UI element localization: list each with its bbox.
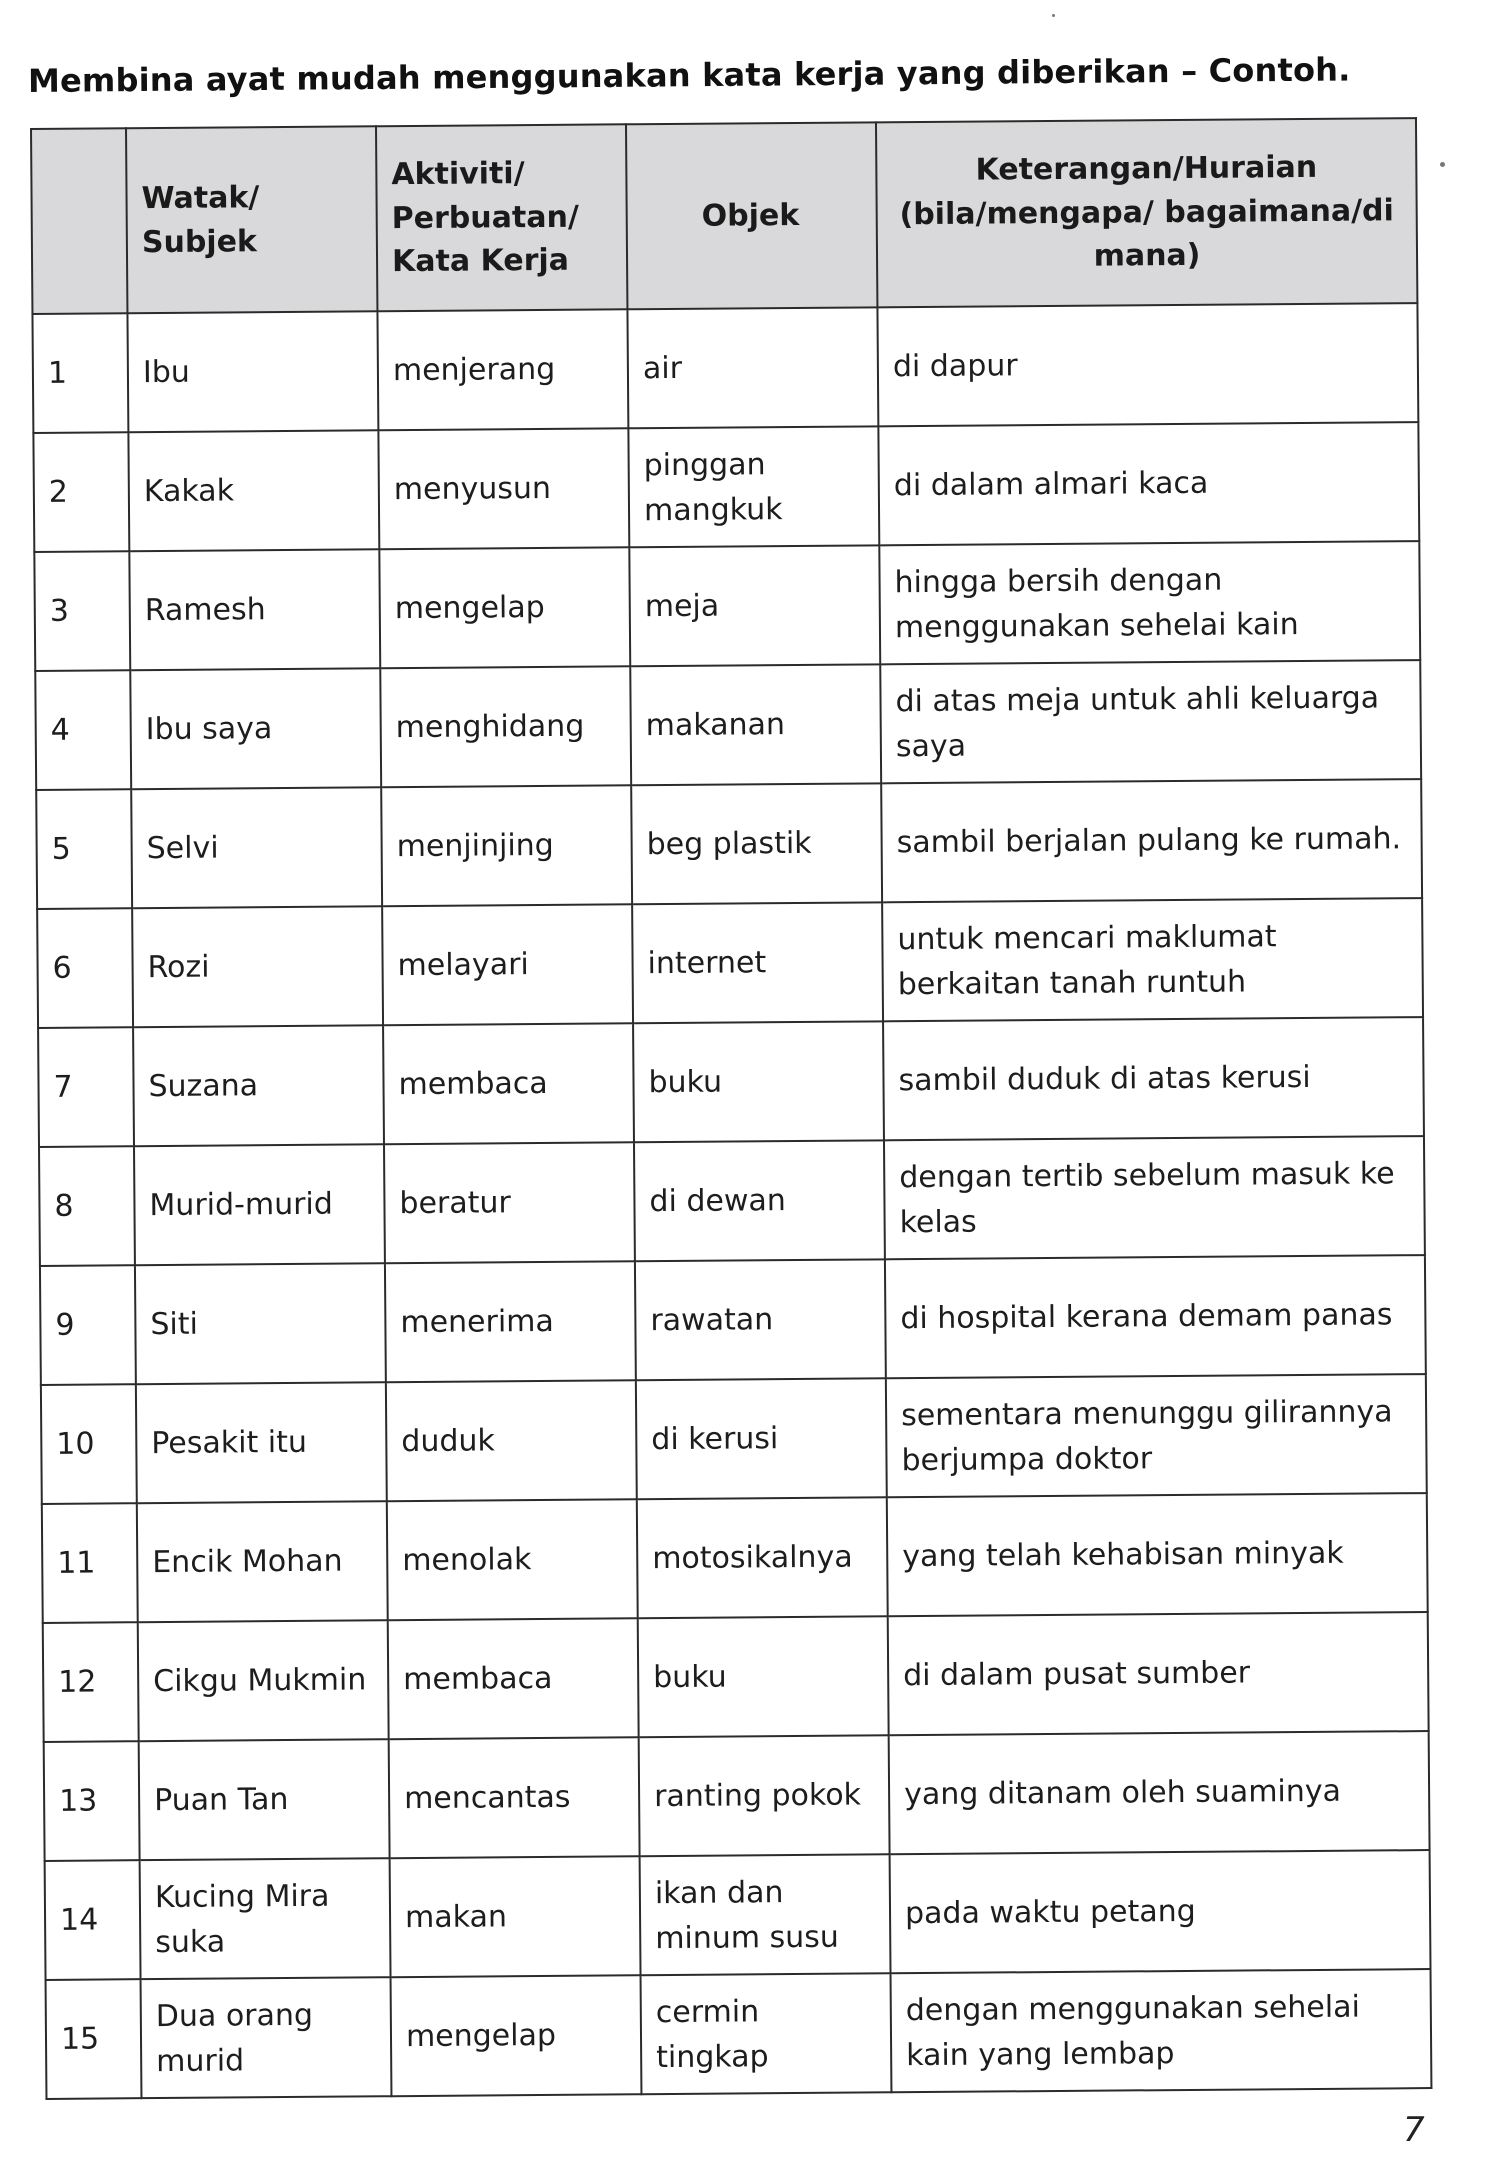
table-row — [45, 1850, 1431, 1980]
cell-object: ranting pokok — [639, 1735, 890, 1856]
cell-subject: Siti — [135, 1263, 386, 1384]
table-row — [34, 541, 1420, 671]
cell-activity: menolak — [387, 1499, 638, 1620]
cell-subject: Encik Mohan — [137, 1501, 388, 1622]
table-row — [32, 303, 1418, 433]
cell-number: 15 — [46, 1979, 142, 2099]
cell-subject: Rozi — [132, 906, 383, 1027]
table-header-row — [31, 118, 1417, 314]
cell-object: rawatan — [635, 1259, 886, 1380]
cell-object: pinggan mangkuk — [628, 426, 879, 547]
cell-description: sementara menunggu gilirannya berjumpa doktor — [886, 1374, 1427, 1497]
cell-subject: Kucing Mira suka — [140, 1858, 391, 1979]
cell-number: 4 — [35, 670, 131, 790]
cell-description: di hospital kerana demam panas — [885, 1255, 1426, 1378]
cell-subject: Ibu — [127, 311, 378, 432]
cell-number: 14 — [45, 1860, 141, 1980]
cell-description: di dalam pusat sumber — [888, 1612, 1429, 1735]
cell-subject: Murid-murid — [134, 1144, 385, 1265]
cell-subject: Selvi — [131, 787, 382, 908]
cell-subject: Pesakit itu — [136, 1382, 387, 1503]
cell-activity: menjerang — [377, 309, 628, 430]
cell-number: 2 — [33, 432, 129, 552]
cell-subject: Puan Tan — [139, 1739, 390, 1860]
table-row — [44, 1731, 1430, 1861]
cell-object: di dewan — [634, 1140, 885, 1261]
cell-number: 3 — [34, 551, 130, 671]
cell-number: 7 — [38, 1027, 134, 1147]
cell-object: meja — [629, 545, 880, 666]
table-row — [36, 779, 1422, 909]
table-row — [37, 898, 1423, 1028]
cell-activity: makan — [390, 1856, 641, 1977]
cell-subject: Dua orang murid — [141, 1977, 392, 2098]
cell-activity: beratur — [384, 1142, 635, 1263]
cell-subject: Ibu saya — [130, 668, 381, 789]
cell-activity: melayari — [382, 904, 633, 1025]
cell-subject: Kakak — [128, 430, 379, 551]
cell-object: air — [627, 307, 878, 428]
cell-object: motosikalnya — [637, 1497, 888, 1618]
cell-description: dengan tertib sebelum masuk ke kelas — [884, 1136, 1425, 1259]
cell-activity: menjinjing — [381, 785, 632, 906]
cell-description: di dalam almari kaca — [878, 422, 1419, 545]
table-row — [42, 1493, 1428, 1623]
cell-number: 8 — [39, 1146, 135, 1266]
table-row — [35, 660, 1421, 790]
cell-subject: Ramesh — [129, 549, 380, 670]
cell-number: 6 — [37, 908, 133, 1028]
cell-description: untuk mencari maklumat berkaitan tanah runtuh — [882, 898, 1423, 1021]
cell-number: 1 — [32, 313, 128, 433]
cell-number: 13 — [44, 1741, 140, 1861]
cell-object: buku — [633, 1021, 884, 1142]
cell-number: 9 — [40, 1265, 136, 1385]
header-activity: Aktiviti/ Perbuatan/ Kata Kerja — [376, 124, 627, 311]
cell-description: hingga bersih dengan menggunakan sehelai kain — [879, 541, 1420, 664]
cell-activity: mengelap — [391, 1975, 642, 2096]
cell-description: di dapur — [877, 303, 1418, 426]
cell-object: ikan dan minum susu — [640, 1854, 891, 1975]
table-row — [41, 1374, 1427, 1504]
cell-description: dengan menggunakan sehelai kain yang lembap — [891, 1969, 1432, 2092]
cell-number: 5 — [36, 789, 132, 909]
cell-number: 12 — [43, 1622, 139, 1742]
table-row — [40, 1255, 1426, 1385]
cell-subject: Suzana — [133, 1025, 384, 1146]
header-description: Keterangan/Huraian (bila/mengapa/ bagaimana/di mana) — [876, 118, 1417, 307]
cell-description: pada waktu petang — [890, 1850, 1431, 1973]
cell-activity: menyusun — [378, 428, 629, 549]
cell-object: makanan — [630, 664, 881, 785]
scan-speck — [1052, 14, 1055, 17]
cell-activity: menghidang — [380, 666, 631, 787]
table-row — [33, 422, 1419, 552]
cell-activity: membaca — [388, 1618, 639, 1739]
table-row — [38, 1017, 1424, 1147]
cell-subject: Cikgu Mukmin — [138, 1620, 389, 1741]
cell-description: sambil duduk di atas kerusi — [883, 1017, 1424, 1140]
cell-activity: duduk — [386, 1380, 637, 1501]
cell-object: internet — [632, 902, 883, 1023]
cell-description: di atas meja untuk ahli keluarga saya — [880, 660, 1421, 783]
cell-number: 10 — [41, 1384, 137, 1504]
cell-description: sambil berjalan pulang ke rumah. — [881, 779, 1422, 902]
page-number: 7 — [1403, 2110, 1425, 2150]
cell-object: di kerusi — [636, 1378, 887, 1499]
cell-object: buku — [638, 1616, 889, 1737]
cell-number: 11 — [42, 1503, 138, 1623]
cell-activity: membaca — [383, 1023, 634, 1144]
cell-object: cermin tingkap — [641, 1973, 892, 2094]
cell-activity: mencantas — [389, 1737, 640, 1858]
table-row — [46, 1969, 1432, 2099]
verb-sentence-table — [30, 117, 1432, 2100]
header-subject: Watak/ Subjek — [126, 126, 377, 313]
cell-description: yang ditanam oleh suaminya — [889, 1731, 1430, 1854]
cell-activity: menerima — [385, 1261, 636, 1382]
page-title: Membina ayat mudah menggunakan kata kerja yang diberikan – Contoh. — [27, 50, 1351, 100]
table-body — [32, 303, 1431, 2099]
header-number — [31, 128, 127, 314]
header-object: Objek — [626, 122, 877, 309]
cell-description: yang telah kehabisan minyak — [887, 1493, 1428, 1616]
verb-table-container — [30, 117, 1430, 2100]
scan-speck — [1440, 162, 1445, 167]
table-row — [43, 1612, 1429, 1742]
table-row — [39, 1136, 1425, 1266]
cell-activity: mengelap — [379, 547, 630, 668]
cell-object: beg plastik — [631, 783, 882, 904]
